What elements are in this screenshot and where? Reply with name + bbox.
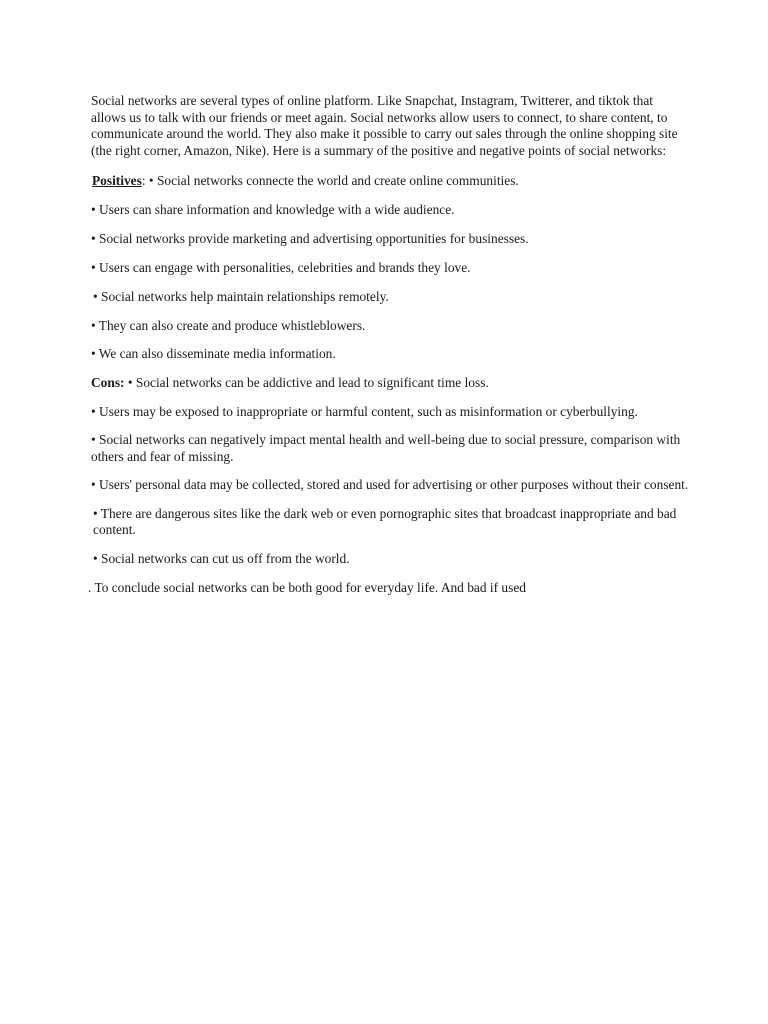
positives-item-4: • Social networks help maintain relationships remotely.: [93, 288, 389, 304]
cons-item-4: • There are dangerous sites like the dark web or even pornographic sites that broadcast inappropriate and bad content.: [93, 505, 677, 537]
document-page: [88, 93, 691, 597]
positives-heading-colon: :: [141, 173, 146, 188]
cons-item-3: • Users' personal data may be collected, stored and used for advertising or other purposes without their consent.: [91, 477, 689, 492]
positives-item-0: • Social networks connecte the world and create online communities.: [145, 173, 519, 188]
positives-item-3: • Users can engage with personalities, celebrities and brands they love.: [91, 259, 471, 275]
cons-first-line: [91, 375, 691, 392]
cons-item-1: • Users may be exposed to inappropriate or harmful content, such as misinformation or cyberbullying.: [91, 403, 638, 419]
positives-first-line: [91, 173, 691, 190]
positives-heading: Positives: [92, 173, 142, 188]
positives-item-1: • Users can share information and knowledge with a wide audience.: [91, 201, 455, 217]
cons-item-2: • Social networks can negatively impact mental health and well-being due to social pressure, comparison with others and fear of missing.: [91, 432, 681, 464]
cons-item-5: • Social networks can cut us off from the world.: [93, 550, 350, 566]
positives-item-2: • Social networks provide marketing and advertising opportunities for businesses.: [91, 230, 529, 246]
intro-paragraph: Social networks are several types of online platform. Like Snapchat, Instagram, Twitterer, and tiktok that allows us to talk with our friends or meet again. Social networks allow users to connect, to share content, to communicate around the world. They also make it possible to carry out sales through the online shopping site (the right corner, Amazon, Nike). Here is a summary of the positive and negative points of social networks:: [91, 93, 678, 158]
conclusion-paragraph: . To conclude social networks can be both good for everyday life. And bad if used: [88, 580, 526, 595]
cons-item-0: • Social networks can be addictive and lead to significant time loss.: [124, 375, 489, 390]
cons-heading: Cons:: [91, 375, 125, 390]
positives-item-6: • We can also disseminate media information.: [91, 346, 336, 361]
positives-item-5: • They can also create and produce whistleblowers.: [91, 317, 366, 333]
